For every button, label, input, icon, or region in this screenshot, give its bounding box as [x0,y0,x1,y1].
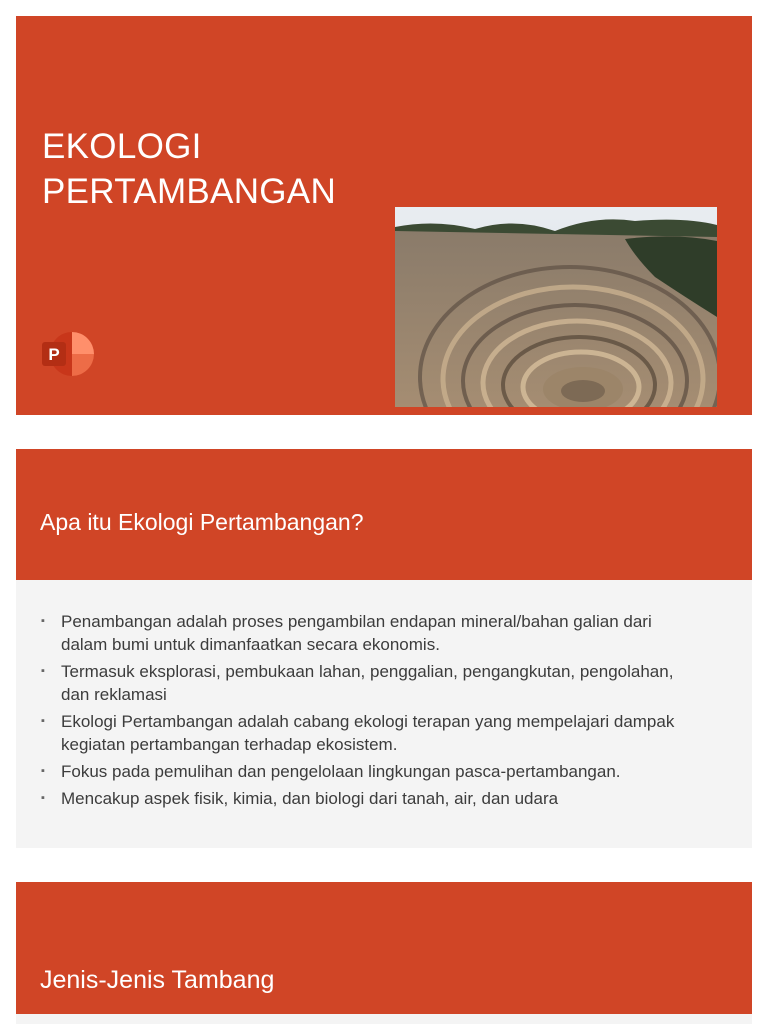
content-panel[interactable] [16,580,752,848]
list-item-text: Ekologi Pertambangan adalah cabang ekologi terapan yang mempelajari dampak kegiatan pertambangan terhadap ekosistem. [61,712,675,754]
section-header[interactable] [16,449,752,580]
list-item [40,760,680,783]
list-item [40,610,680,656]
list-item [40,660,680,706]
bullet-marker-icon: ▪ [41,792,45,804]
list-item-text: Mencakup aspek fisik, kimia, dan biologi dari tanah, air, dan udara [61,789,559,808]
title-slide[interactable] [16,16,752,415]
slide-title [42,124,336,214]
section-header[interactable] [16,882,752,1014]
list-item [40,710,680,756]
list-item-text: Penambangan adalah proses pengambilan endapan mineral/bahan galian dari dalam bumi untuk dimanfaatkan secara ekonomis. [61,612,652,654]
slide-title-line-2: PERTAMBANGAN [42,172,337,211]
bullet-marker-icon: ▪ [41,665,45,677]
bullet-marker-icon: ▪ [41,765,45,777]
list-item [40,787,680,810]
list-item-text: Fokus pada pemulihan dan pengelolaan lingkungan pasca-pertambangan. [61,762,621,781]
powerpoint-logo-letter: P [48,345,60,364]
open-pit-mine-photo [395,207,717,407]
bullet-list [40,610,680,814]
list-item-text: Termasuk eksplorasi, pembukaan lahan, penggalian, pengangkutan, pengolahan, dan reklamasi [61,662,674,704]
content-panel[interactable] [16,1014,752,1024]
bullet-marker-icon: ▪ [41,715,45,727]
powerpoint-logo-icon [41,329,95,379]
section-heading: Jenis-Jenis Tambang [40,966,275,994]
bullet-marker-icon: ▪ [41,615,45,627]
section-heading: Apa itu Ekologi Pertambangan? [40,509,364,535]
slide-title-line-1: EKOLOGI [42,127,202,166]
